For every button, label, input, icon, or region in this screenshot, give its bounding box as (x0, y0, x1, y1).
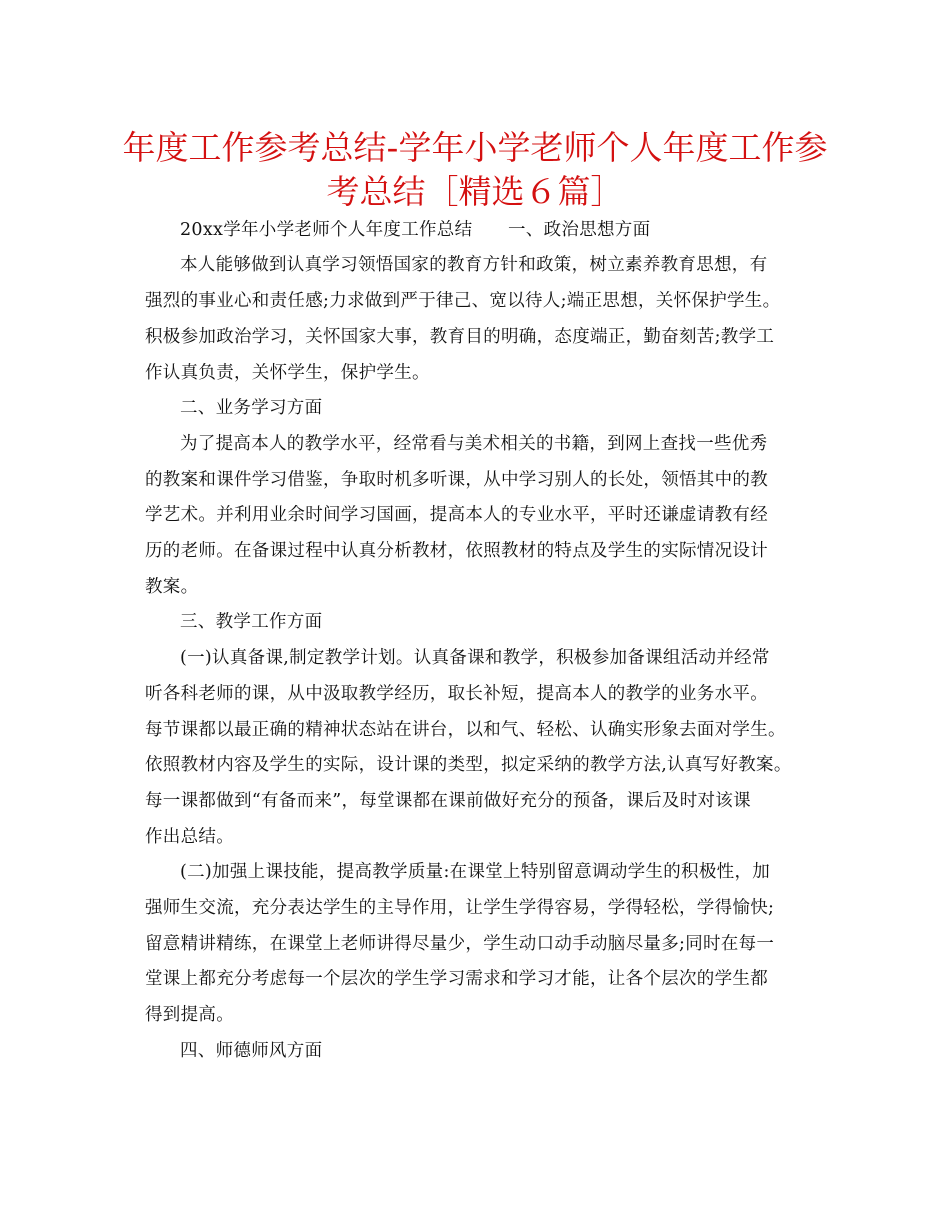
body-line: 学艺术。并利用业余时间学习国画，提高本人的专业水平，平时还谦虚请教有经 (145, 505, 768, 525)
body-line: 强师生交流，充分表达学生的主导作用，让学生学得容易，学得轻松，学得愉快; (145, 898, 775, 918)
body-line: 每一课都做到“有备而来”，每堂课都在课前做好充分的预备，课后及时对该课 (145, 791, 751, 811)
body-line: 20xx学年小学老师个人年度工作总结 一、政治思想方面 (180, 220, 651, 240)
body-line: 听各科老师的课，从中汲取教学经历，取长补短，提高本人的教学的业务水平。 (145, 684, 768, 704)
body-line: 作出总结。 (145, 827, 234, 847)
body-line: 本人能够做到认真学习领悟国家的教育方针和政策，树立素养教育思想，有 (180, 255, 768, 275)
body-line: 教案。 (145, 577, 199, 597)
body-line: 得到提高。 (145, 1005, 234, 1025)
body-line: 历的老师。在备课过程中认真分析教材，依照教材的特点及学生的实际情况设计 (145, 541, 768, 561)
document-title-line-1: 年度工作参考总结-学年小学老师个人年度工作参 (122, 128, 828, 167)
section-heading: 二、业务学习方面 (180, 398, 323, 418)
body-line: 作认真负责，关怀学生，保护学生。 (145, 363, 430, 383)
body-line: 每节课都以最正确的精神状态站在讲台，以和气、轻松、认确实形象去面对学生。 (145, 720, 786, 740)
body-line: 的教案和课件学习借鉴，争取时机多听课，从中学习别人的长处，领悟其中的教 (145, 470, 768, 490)
body-line: 为了提高本人的教学水平，经常看与美术相关的书籍，到网上查找一些优秀 (180, 434, 768, 454)
section-heading: 三、教学工作方面 (180, 612, 323, 632)
body-line: 强烈的事业心和责任感;力求做到严于律己、宽以待人;端正思想，关怀保护学生。 (145, 291, 781, 311)
body-line: 堂课上都充分考虑每一个层次的学生学习需求和学习才能，让各个层次的学生都 (145, 969, 768, 989)
body-line: (一)认真备课,制定教学计划。认真备课和教学，积极参加备课组活动并经常 (180, 648, 770, 668)
document-title-line-2: 考总结［精选６篇］ (326, 172, 624, 211)
body-line: (二)加强上课技能，提高教学质量:在课堂上特别留意调动学生的积极性，加 (180, 862, 771, 882)
body-line: 依照教材内容及学生的实际，设计课的类型，拟定采纳的教学方法,认真写好教案。 (145, 755, 792, 775)
section-heading: 四、师德师风方面 (180, 1041, 323, 1061)
body-line: 积极参加政治学习，关怀国家大事，教育目的明确，态度端正，勤奋刻苦;教学工 (145, 327, 775, 347)
body-line: 留意精讲精练，在课堂上老师讲得尽量少，学生动口动手动脑尽量多;同时在每一 (145, 934, 775, 954)
